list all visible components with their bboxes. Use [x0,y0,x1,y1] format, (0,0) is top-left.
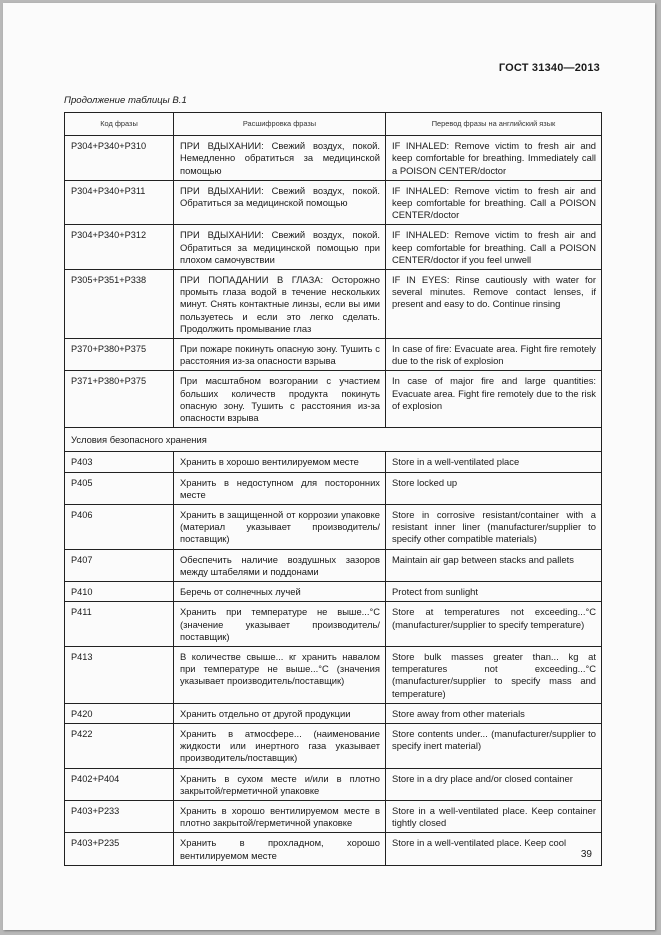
phrase-english: Store in corrosive resistant/container with a resistant inner liner (manufacturer/supplier to specify other compatible materials) [386,505,602,550]
column-header-russian: Расшифровка фразы [174,113,386,136]
phrase-code: P371+P380+P375 [65,371,174,428]
phrase-russian: ПРИ ВДЫХАНИИ: Свежий воздух, покой. Обратиться за медицинской помощью [174,180,386,225]
phrase-english: Store in a well-ventilated place. Keep container tightly closed [386,800,602,832]
table-row [65,472,602,504]
table-row [65,723,602,768]
table-row [65,582,602,602]
section-row [65,428,602,452]
phrase-english: Store in a dry place and/or closed container [386,768,602,800]
table-row [65,371,602,428]
phrase-code: P304+P340+P311 [65,180,174,225]
phrase-code: P410 [65,582,174,602]
phrase-code: P403 [65,452,174,472]
phrase-code: P370+P380+P375 [65,339,174,371]
phrase-code: P405 [65,472,174,504]
table-row [65,452,602,472]
phrase-russian: При масштабном возгорании с участием больших количеств продукта покинуть опасную зону. Тушить с расстояния из-за опасности взрыва [174,371,386,428]
phrase-russian: ПРИ ВДЫХАНИИ: Свежий воздух, покой. Немедленно обратиться за медицинской помощью [174,136,386,181]
document-page [3,3,655,930]
phrase-english: IF INHALED: Remove victim to fresh air and keep comfortable for breathing. Immediately call a POISON CENTER/doctor [386,136,602,181]
table-row [65,703,602,723]
phrase-russian: Хранить в хорошо вентилируемом месте [174,452,386,472]
phrase-code: P304+P340+P312 [65,225,174,270]
phrase-russian: ПРИ ВДЫХАНИИ: Свежий воздух, покой. Обратиться за медицинской помощью при плохом самочувствии [174,225,386,270]
phrase-code: P403+P233 [65,800,174,832]
phrase-russian: Хранить в сухом месте и/или в плотно закрытой/герметичной упаковке [174,768,386,800]
phrase-english: IF INHALED: Remove victim to fresh air and keep comfortable for breathing. Call a POISON CENTER/doctor if you feel unwell [386,225,602,270]
phrase-code: P411 [65,602,174,647]
phrase-russian: В количестве свыше... кг хранить навалом при температуре не выше...°С (значения указывает производитель/поставщик) [174,646,386,703]
table-row [65,136,602,181]
phrase-english: IF INHALED: Remove victim to fresh air and keep comfortable for breathing. Call a POISON CENTER/doctor [386,180,602,225]
phrase-english: Store bulk masses greater than... kg at temperatures not exceeding...°C (manufacturer/supplier to specify mass and temperature) [386,646,602,703]
phrase-english: Store contents under... (manufacturer/supplier to specify inert material) [386,723,602,768]
table-row [65,549,602,581]
phrase-english: Store in a well-ventilated place [386,452,602,472]
phrase-english: Protect from sunlight [386,582,602,602]
phrase-russian: Беречь от солнечных лучей [174,582,386,602]
table-row [65,270,602,339]
phrase-russian: Хранить в атмосфере... (наименование жидкости или инертного газа указывает производитель/поставщик) [174,723,386,768]
phrase-code: P304+P340+P310 [65,136,174,181]
phrase-code: P413 [65,646,174,703]
phrase-english: Store at temperatures not exceeding...°C (manufacturer/supplier to specify temperature) [386,602,602,647]
phrase-russian: ПРИ ПОПАДАНИИ В ГЛАЗА: Осторожно промыть глаза водой в течение нескольких минут. Снять контактные линзы, если вы ими пользуетесь и если это легко сделать. Продолжить промывание глаз [174,270,386,339]
phrase-english: Store away from other materials [386,703,602,723]
page-number: 39 [580,849,592,860]
table-caption: Продолжение таблицы В.1 [64,95,187,106]
table-row [65,180,602,225]
phrase-code: P305+P351+P338 [65,270,174,339]
phrase-code: P402+P404 [65,768,174,800]
table-row [65,339,602,371]
phrase-code: P422 [65,723,174,768]
column-header-code: Код фразы [65,113,174,136]
phrase-english: In case of fire: Evacuate area. Fight fire remotely due to the risk of explosion [386,339,602,371]
phrase-russian: Хранить в защищенной от коррозии упаковке (материал указывает производитель/поставщик) [174,505,386,550]
table-header-row [65,113,602,136]
phrase-russian: Хранить в хорошо вентилируемом месте в плотно закрытой/герметичной упаковке [174,800,386,832]
table-row [65,602,602,647]
phrase-russian: Обеспечить наличие воздушных зазоров между штабелями и поддонами [174,549,386,581]
table-row [65,505,602,550]
column-header-english: Перевод фразы на английский язык [386,113,602,136]
phrase-english: IF IN EYES: Rinse cautiously with water for several minutes. Remove contact lenses, if present and easy to do. Continue rinsing [386,270,602,339]
phrase-english: Store in a well-ventilated place. Keep cool [386,833,602,865]
phrase-russian: Хранить в недоступном для посторонних месте [174,472,386,504]
phrase-russian: Хранить в прохладном, хорошо вентилируемом месте [174,833,386,865]
phrases-table [64,112,602,866]
phrase-russian: Хранить при температуре не выше...°С (значение указывает производитель/поставщик) [174,602,386,647]
phrase-russian: Хранить отдельно от другой продукции [174,703,386,723]
phrase-english: Store locked up [386,472,602,504]
table-row [65,768,602,800]
phrase-russian: При пожаре покинуть опасную зону. Тушить с расстояния из-за опасности взрыва [174,339,386,371]
table-row [65,833,602,865]
phrase-english: Maintain air gap between stacks and pallets [386,549,602,581]
phrase-code: P406 [65,505,174,550]
table-row [65,225,602,270]
table-row [65,646,602,703]
table-row [65,800,602,832]
phrase-code: P403+P235 [65,833,174,865]
phrase-english: In case of major fire and large quantities: Evacuate area. Fight fire remotely due to the risk of explosion [386,371,602,428]
phrase-code: P420 [65,703,174,723]
document-standard-id: ГОСТ 31340—2013 [498,62,600,74]
phrase-code: P407 [65,549,174,581]
section-heading: Условия безопасного хранения [65,428,602,452]
